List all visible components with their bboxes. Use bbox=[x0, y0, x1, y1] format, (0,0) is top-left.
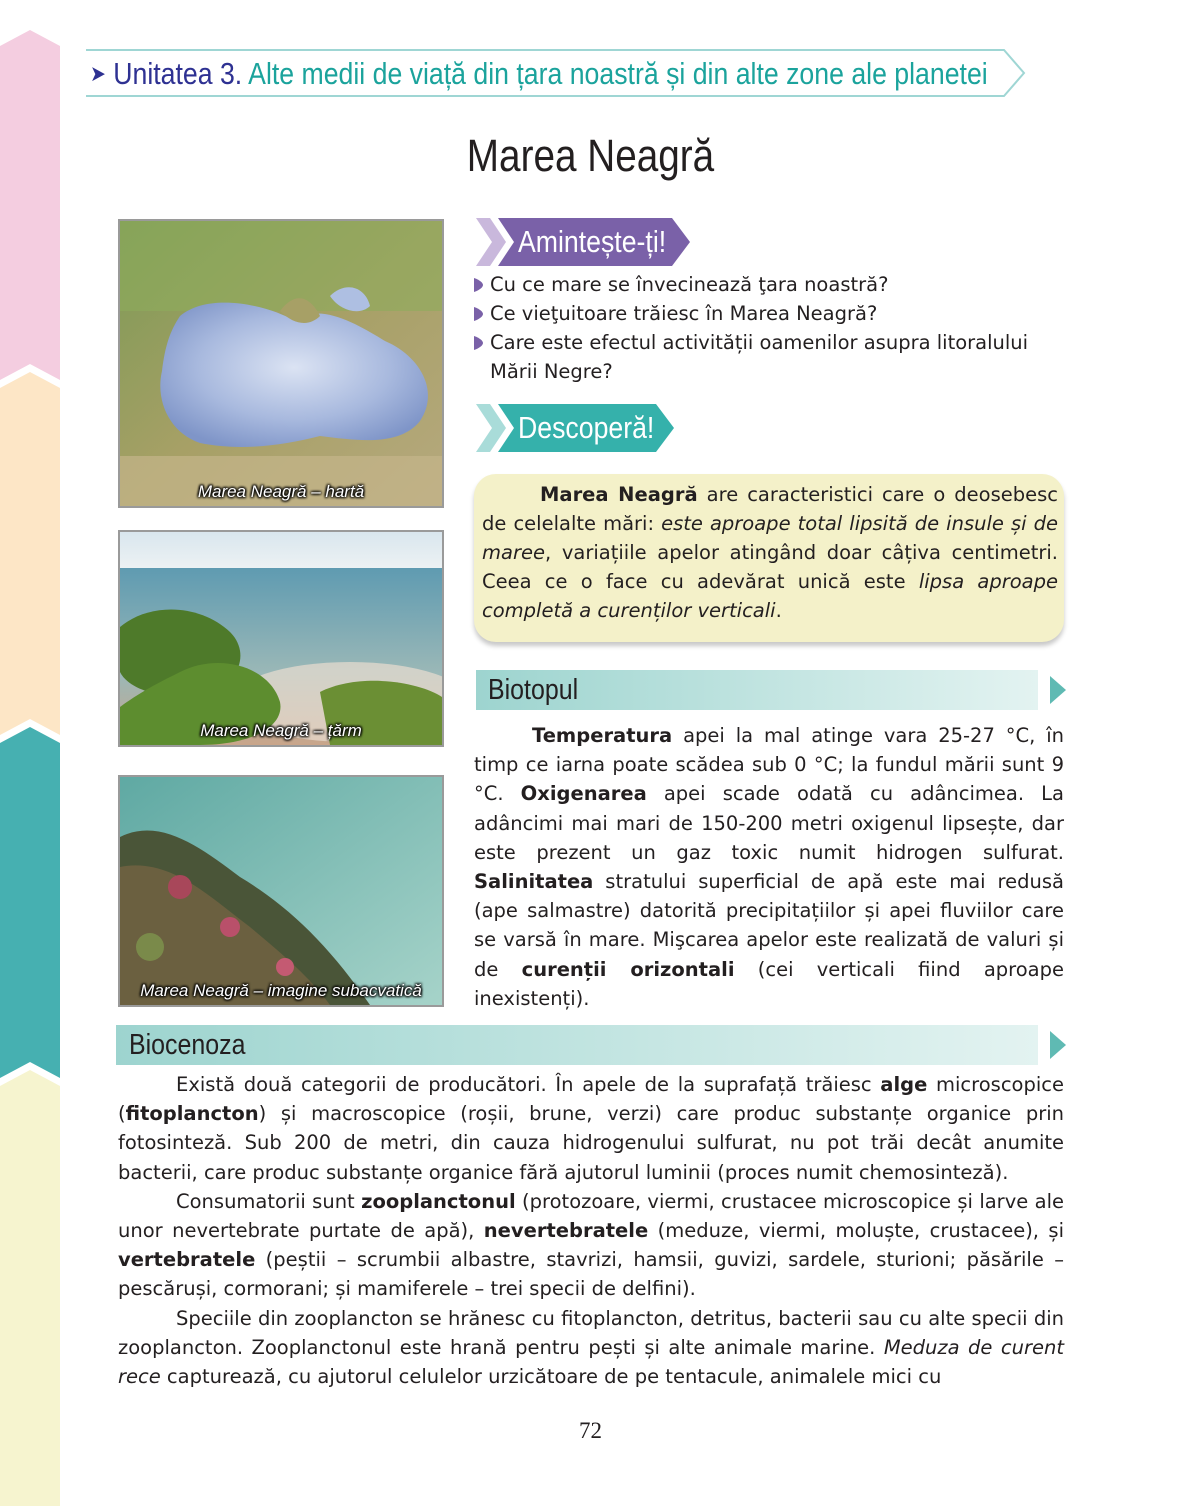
biocenosis-section-bar bbox=[116, 1025, 1066, 1065]
unit-header bbox=[90, 52, 988, 96]
page-title: Marea Neagră bbox=[466, 130, 715, 181]
question-text: Care este efectul activității oamenilor asupra litoralului Mării Negre? bbox=[490, 331, 1029, 383]
biotope-keyword: curenții orizontali bbox=[521, 957, 735, 981]
biocenosis-title: Biocenoza bbox=[129, 1029, 246, 1061]
biotope-text bbox=[474, 721, 1064, 1013]
question-item bbox=[474, 328, 1074, 386]
question-item bbox=[474, 270, 1074, 299]
shore-image bbox=[118, 530, 444, 747]
keyword: nevertebratele bbox=[483, 1219, 649, 1243]
map-image bbox=[118, 219, 444, 508]
biotope-text-part: (cei verticali fiind aproape inexistenți). bbox=[474, 957, 1064, 1010]
side-decoration-strip bbox=[0, 0, 60, 1506]
discover-title: Descoperă! bbox=[518, 410, 655, 445]
discover-text-part: , variațiile apelor atingând doar câțiva centimetri. Ceea ce o face cu adevărat unică este bbox=[482, 541, 1058, 593]
text-part: (meduze, viermi, moluște, crustacee), și bbox=[648, 1219, 1064, 1243]
bullet-icon bbox=[474, 336, 483, 350]
text-part: (peștii – scrumbii albastre, stavrizi, hamsii, guvizi, sardele, sturioni; păsările – pescăruși, cormorani; și mamiferele – trei specii de delfini). bbox=[118, 1248, 1064, 1301]
shore-illustration bbox=[120, 532, 442, 745]
keyword: vertebratele bbox=[118, 1248, 256, 1272]
bullet-icon bbox=[474, 278, 483, 292]
discover-text-part: . bbox=[775, 599, 782, 622]
keyword: fitoplancton bbox=[125, 1102, 259, 1126]
discover-lead: Marea Neagră bbox=[540, 483, 698, 506]
map-caption: Marea Neagră – hartă bbox=[197, 482, 365, 501]
underwater-illustration bbox=[120, 777, 442, 1005]
remember-title: Amintește-ți! bbox=[518, 224, 667, 259]
biotope-keyword: Salinitatea bbox=[474, 870, 594, 894]
text-part: capturează, cu ajutorul celulelor urzicătoare de pe tentacule, animalele mici cu bbox=[160, 1365, 942, 1389]
map-illustration bbox=[120, 221, 442, 506]
question-text: Ce vieţuitoare trăiesc în Marea Neagră? bbox=[490, 302, 878, 325]
biotope-keyword: Temperatura bbox=[532, 724, 673, 747]
biotope-text-part: apei la mal atinge vara 25-27 °C, în timp ce iarna poate scădea sub 0 °C; la fundul mării sunt 9 °C. bbox=[474, 724, 1064, 806]
biotope-text-part: stratului superficial de apă este mai redusă (ape salmastre) datorită precipitațiilor și apei fluviilor care se varsă în mare. Mişcarea apelor este realizată de valuri și de bbox=[474, 870, 1064, 981]
discover-emphasis: lipsa aproape completă a curenților verticali bbox=[482, 570, 1058, 622]
discover-emphasis: este aproape total lipsită de insule și de maree bbox=[482, 512, 1058, 564]
question-item bbox=[474, 299, 1074, 328]
unit-label: Unitatea 3. bbox=[113, 56, 243, 91]
underwater-image bbox=[118, 775, 444, 1007]
page-number: 72 bbox=[579, 1418, 602, 1443]
text-part: ) și macroscopice (roșii, brune, verzi) care produc substanțe organice prin fotosinteză. Sub 200 de metri, din cauza hidrogenului sulfurat, nu pot trăi decât anumite bacterii, care produc substanțe organice fără ajutorul luminii (proces numit chemosinteză). bbox=[118, 1102, 1064, 1184]
remember-questions bbox=[474, 270, 1074, 386]
unit-title: Alte medii de viață din țara noastră și din alte zone ale planetei bbox=[248, 56, 988, 91]
biotope-text-part: apei scade odată cu adâncimea. La adâncimi mai mari de 150-200 metri oxigenul lipsește, dar este prezent un gaz toxic numit hidrogen sulfurat. bbox=[474, 782, 1064, 864]
discover-text bbox=[482, 480, 1058, 625]
keyword: zooplanctonul bbox=[361, 1189, 516, 1213]
shore-caption: Marea Neagră – țărm bbox=[200, 721, 362, 740]
remember-tag bbox=[476, 218, 690, 266]
text-part: microscopice ( bbox=[118, 1073, 1064, 1126]
discover-text-part: are caracteristici care o deosebesc de celelalte mări: bbox=[482, 483, 1058, 535]
text-part: Consumatorii sunt bbox=[176, 1189, 362, 1213]
discover-tag bbox=[476, 404, 674, 452]
underwater-caption: Marea Neagră – imagine subacvatică bbox=[140, 981, 422, 1000]
biotope-title: Biotopul bbox=[488, 674, 579, 706]
text-part: (protozoare, viermi, crustacee microscopice și larve ale unor nevertebrate purtate de apă), bbox=[118, 1189, 1064, 1243]
biocenosis-paragraph bbox=[118, 1187, 1064, 1304]
biocenosis-text bbox=[118, 1070, 1064, 1391]
text-part: Există două categorii de producători. În apele de la suprafață trăiesc bbox=[176, 1073, 881, 1096]
question-text: Cu ce mare se învecinează ţara noastră? bbox=[490, 273, 889, 296]
text-part: Speciile din zooplancton se hrănesc cu fitoplancton, detritus, bacterii sau cu alte specii din zooplancton. Zooplanctonul este hrană pentru pești și alte animale marine. bbox=[118, 1306, 1064, 1359]
biotope-keyword: Oxigenarea bbox=[520, 782, 647, 806]
bullet-icon bbox=[474, 307, 483, 321]
biocenosis-paragraph bbox=[118, 1070, 1064, 1187]
emphasis: Meduza de curent rece bbox=[118, 1335, 1064, 1389]
header-arrow-icon: ➤ bbox=[90, 61, 106, 86]
biocenosis-paragraph bbox=[118, 1304, 1064, 1392]
keyword: alge bbox=[880, 1073, 928, 1096]
